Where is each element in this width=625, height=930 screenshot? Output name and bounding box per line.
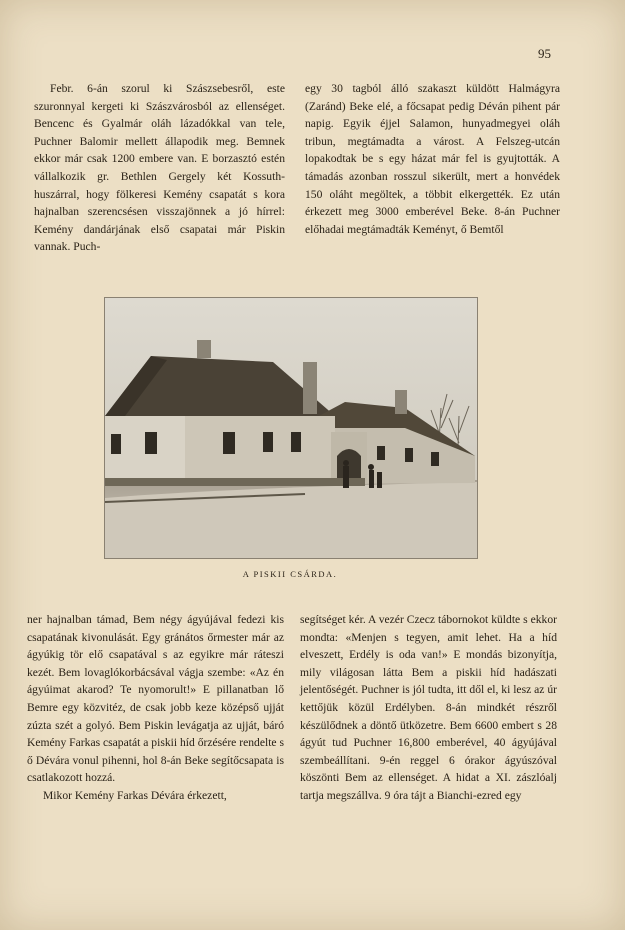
- text-column-top-left: [34, 80, 285, 256]
- inn-illustration: [105, 298, 477, 558]
- page-number: 95: [538, 46, 551, 61]
- text-column-bottom-right: [300, 611, 557, 805]
- paragraph: segítséget kér. A vezér Czecz tábornokot küldte s ekkor mondta: «Menjen s tegyen, amit lehet. Ha a híd elveszett, Erdély is oda van!» E mondás bizonyítja, mily világosan látta Bem a piskii híd hadászati jelentőségét. Puchner is jól tudta, itt dől el, ki lesz az úr kettőjük közül Erdélyben. 8-án mindkét részről készülődnek a döntő ütközetre. Bem 6600 embert s 28 ágyút tud Puchner 16,800 emberével, 40 ágyújával szembeállítani. 9-én reggel 6 órakor ágyúszóval köszönti Bem az ellenséget. A hidat a XI. zászlóalj tartja megszállva. 9 óra tájt a Bianchi-ezred egy: [300, 613, 557, 802]
- paragraph: Mikor Kemény Farkas Dévára érkezett,: [43, 788, 227, 802]
- text-column-bottom-left: [27, 611, 284, 805]
- figure-caption: A PISKII CSÁRDA.: [242, 569, 338, 579]
- photo-piskii-csarda: [104, 297, 478, 559]
- paragraph: Febr. 6-án szorul ki Szászsebesről, este szuronnyal kergeti ki Szászvárosból az ellenséget. Bencenc és Gyalmár oláh lázadókkal van tele, Puchner Balomir mellett állapodik meg. Bemnek ekkor már csak 1200 embere van. E borzasztó estén vállalkozik gr. Bethlen Gergely két Kossuth-huszárral, hogy fölkeresi Kemény csapatát s kora hajnalban szerencsésen visszajönnek a jó hírrel: Kemény dandárjának első csapatai már Piskin vannak. Puch-: [34, 82, 285, 254]
- paragraph: ner hajnalban támad, Bem négy ágyújával fedezi kis csapatának kivonulását. Egy gránátos őrmester már az ágyúkig tör elő csapatával s az egyikre már ráteszi kezét. Bem lovaglókorbácsával vágja szembe: «Az én ágyúimat akarod? Te nyomorult!» E pillanatban lő Bemre egy közvitéz, de csak jobb keze középső ujját zúzta szét a golyó. Bem Piskin levágatja az ujját, báró Kemény Farkas csapatát a piskii híd őrzésére rendelte s ő Dévára vonul pihenni, hol 8-án Beke segítőcsapata is csatlakozott hozzá.: [27, 613, 284, 785]
- paragraph: egy 30 tagból álló szakaszt küldött Halmágyra (Zaránd) Beke elé, a főcsapat pedig Déván pihent pár napig. Egyik éjjel Salamon, hunyadmegyei oláh tribun, megtámadta a várost. A Felszeg-utcán lopakodtak be s egy házat már fel is gyujtották. A támadás azonban rosszul sikerült, mert a honvédek 150 oláht megöltek, a többit elkergették. Ez után érkezett meg 3000 emberével Beke. 8-án Puchner előhadai megtámadták Keményt, ő Bemtől: [305, 82, 560, 236]
- text-column-top-right: [305, 80, 560, 238]
